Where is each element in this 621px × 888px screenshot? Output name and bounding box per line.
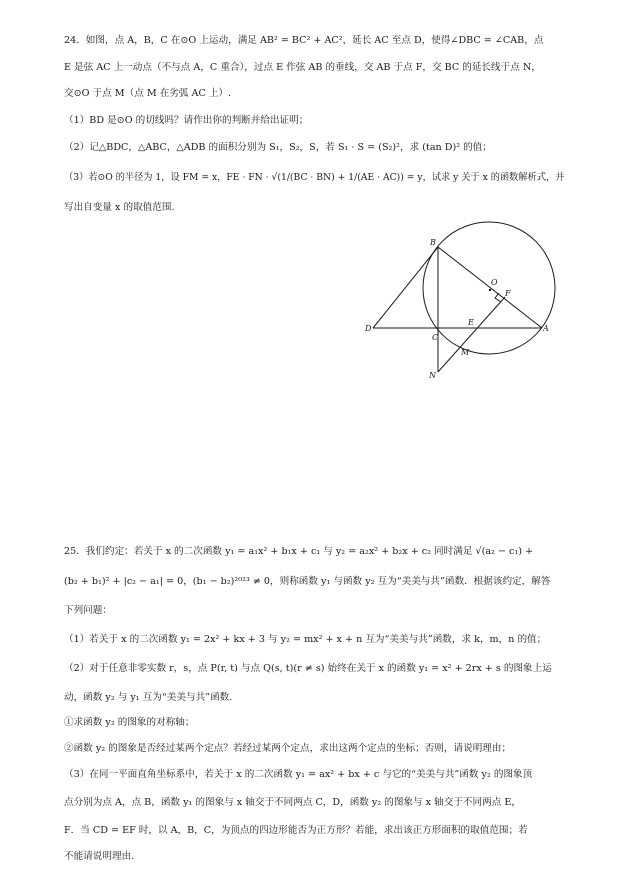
q25-line-2: (b₂ + b₁)² + |c₂ − a₁| = 0，(b₁ − b₂)²⁰²³ ≠ 0，则称函数 y₁ 与函数 y₂ 互为“美美与共”函数．根据该约定，解答: [64, 576, 551, 587]
label-c: C: [432, 333, 439, 342]
q24-part-3-cont: 写出自变量 x 的取值范围.: [64, 202, 175, 213]
q25-part-3-cont-3: 不能请说明理由.: [64, 851, 135, 862]
q25-part-2-sub-1: ①求函数 y₂ 的图象的对称轴；: [64, 717, 195, 728]
q24-part-3: （3）若⊙O 的半径为 1，设 FM = x，FE · FN · √(1/(BC · BN) + 1/(AE · AC)) = y，试求 y 关于 x 的函数解析式，并: [64, 172, 565, 183]
segment-db: [373, 247, 438, 328]
q25-part-3: （3）在同一平面直角坐标系中，若关于 x 的二次函数 y₁ = ax² + bx + c 与它的“美美与共”函数 y₂ 的图象顶: [64, 769, 533, 780]
label-m: M: [461, 348, 470, 357]
q25-line-1: 25．我们约定：若关于 x 的二次函数 y₁ = a₁x² + b₁x + c₁ 与 y₂ = a₂x² + b₂x + c₂ 同时满足 √(a₂ − c₁) +: [64, 546, 534, 557]
q24-part-2: （2）记△BDC，△ABC，△ADB 的面积分别为 S₁，S₂，S，若 S₁ · S = (S₂)²，求 (tan D)² 的值；: [64, 142, 492, 153]
right-angle-mark: [495, 293, 501, 302]
circle-o: [423, 222, 555, 354]
q25-part-2-cont: 动，函数 y₂ 与 y₁ 互为“美美与共”函数.: [64, 692, 233, 703]
q25-part-2-sub-2: ②函数 y₂ 的图象是否经过某两个定点？若经过某两个定点，求出这两个定点的坐标；否则，请说明理由；: [64, 743, 512, 754]
q24-line-1: 24．如图，点 A，B，C 在⊙O 上运动，满足 AB² = BC² + AC²，延长 AC 至点 D，使得∠DBC = ∠CAB，点: [64, 35, 544, 46]
label-n: N: [429, 371, 436, 380]
q25-part-2: （2）对于任意非零实数 r，s，点 P(r, t) 与点 Q(s, t)(r ≠ s) 始终在关于 x 的函数 y₁ = x² + 2rx + s 的图象上运: [64, 663, 552, 674]
label-b: B: [430, 238, 436, 247]
segment-ba: [438, 247, 542, 328]
q24-part-1: （1）BD 是⊙O 的切线吗？请作出你的判断并给出证明；: [64, 115, 309, 126]
segment-fn: [438, 297, 505, 372]
label-e: E: [468, 318, 474, 327]
geometry-figure: [360, 232, 560, 382]
center-dot: [489, 289, 491, 291]
q25-part-1: （1）若关于 x 的二次函数 y₁ = 2x² + kx + 3 与 y₂ = mx² + x + n 互为“美美与共”函数，求 k，m，n 的值；: [64, 634, 547, 645]
label-o: O: [491, 278, 498, 287]
q24-line-2: E 是弦 AC 上一动点（不与点 A，C 重合），过点 E 作弦 AB 的垂线，交 AB 于点 F，交 BC 的延长线于点 N，: [64, 62, 541, 73]
q25-part-3-cont-2: F．当 CD = EF 时，以 A，B，C，为顶点的四边形能否为正方形？若能，求出该正方形面积的取值范围；若: [64, 825, 528, 836]
label-a: A: [543, 324, 549, 333]
label-d: D: [365, 324, 372, 333]
q24-line-3: 交⊙O 于点 M（点 M 在劣弧 AC 上）.: [64, 88, 232, 99]
label-f: F: [505, 289, 511, 298]
q25-part-3-cont-1: 点分别为点 A，点 B，函数 y₁ 的图象与 x 轴交于不同两点 C，D，函数 y₂ 的图象与 x 轴交于不同两点 E，: [64, 797, 521, 808]
q25-line-3: 下列问题：: [64, 605, 112, 616]
